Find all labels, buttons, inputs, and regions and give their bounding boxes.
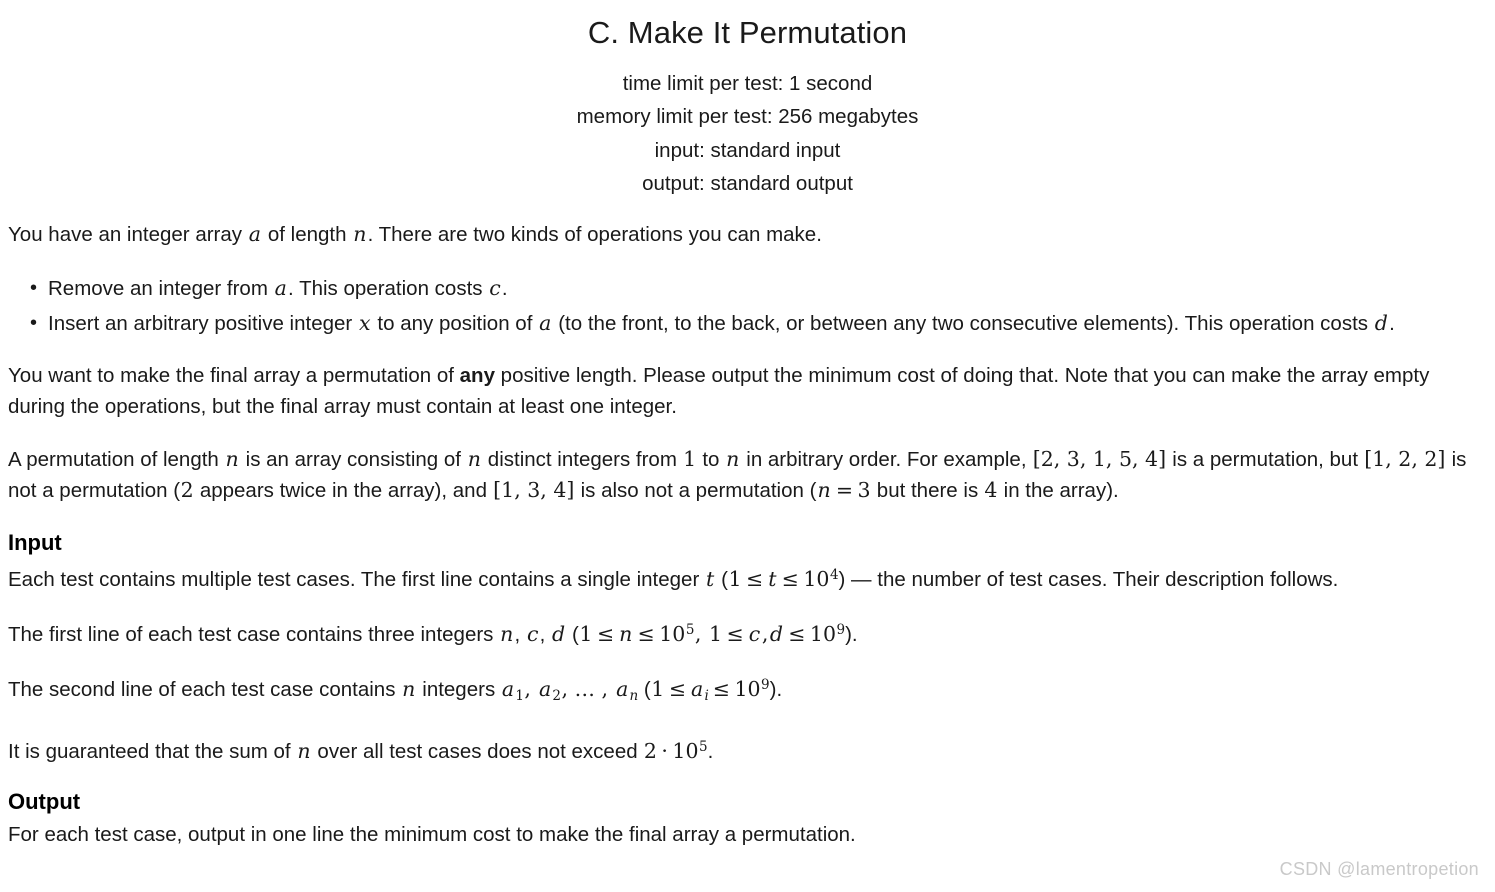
math-num-1: 1 bbox=[708, 621, 722, 646]
def-text-2: is an array consisting of bbox=[239, 447, 467, 471]
math-array-example-3: [1, 3, 4] bbox=[493, 477, 575, 502]
goal-text-1: You want to make the final array a permutation of bbox=[8, 363, 460, 387]
math-num-1: 1 bbox=[579, 621, 593, 646]
intro-text-1: You have an integer array bbox=[8, 222, 248, 246]
output-line-1: For each test case, output in one line the minimum cost to make the final array a permutation. bbox=[8, 822, 856, 846]
list-item bbox=[48, 307, 1487, 340]
in4-text-1: It is guaranteed that the sum of bbox=[8, 739, 297, 763]
math-num-1: 1 bbox=[728, 566, 742, 591]
in2-text-3: ). bbox=[845, 622, 858, 646]
math-le-sign: ≤ bbox=[726, 621, 744, 646]
math-var-n: n bbox=[402, 676, 416, 701]
goal-emphasis-any: any bbox=[459, 363, 495, 387]
math-var-c: c bbox=[489, 275, 501, 300]
def-text-1: A permutation of length bbox=[8, 447, 225, 471]
math-exponent: 9 bbox=[836, 621, 846, 638]
math-var-d: d bbox=[769, 621, 784, 646]
math-subscript: 1 bbox=[515, 687, 524, 704]
intro-text-2: of length bbox=[262, 222, 353, 246]
problem-statement bbox=[8, 219, 1487, 850]
math-subscript: n bbox=[629, 687, 639, 704]
input-line-2 bbox=[8, 615, 1487, 650]
def-text-9: is also not a permutation ( bbox=[574, 478, 817, 502]
def-text-5: in arbitrary order. For example, bbox=[740, 447, 1033, 471]
math-exponent: 9 bbox=[761, 676, 770, 693]
statement-goal bbox=[8, 360, 1487, 422]
memory-limit: memory limit per test: 256 megabytes bbox=[576, 105, 919, 129]
in2-comma-2: , bbox=[539, 622, 552, 646]
bullet2-text-1: Insert an arbitrary positive integer bbox=[48, 311, 358, 335]
math-var-d: d bbox=[1374, 310, 1389, 335]
in3-text-1: The second line of each test case contains bbox=[8, 677, 402, 701]
math-var-n: n bbox=[297, 738, 311, 763]
math-cdot: · bbox=[661, 738, 668, 763]
in4-text-3: . bbox=[707, 739, 714, 763]
math-var-n: n bbox=[353, 221, 367, 246]
math-var-d: d bbox=[552, 621, 566, 646]
math-exponent: 5 bbox=[699, 738, 708, 755]
math-le-sign: ≤ bbox=[788, 621, 806, 646]
math-equals-sign: = bbox=[835, 477, 854, 502]
operations-list bbox=[8, 272, 1487, 340]
math-var-t: t bbox=[768, 566, 777, 591]
csdn-watermark: CSDN @lamentropetion bbox=[1279, 859, 1479, 879]
in4-text-2: over all test cases does not exceed bbox=[311, 739, 644, 763]
math-array-example-1: [2, 3, 1, 5, 4] bbox=[1032, 446, 1167, 471]
in1-text-2: ( bbox=[715, 567, 728, 591]
math-var-a: a bbox=[248, 221, 262, 246]
math-separator: , bbox=[694, 621, 708, 646]
in3-text-4: ). bbox=[769, 677, 783, 701]
input-line-4 bbox=[8, 732, 1487, 767]
def-text-7: is not a permutation ( bbox=[8, 447, 1467, 502]
output-section bbox=[8, 787, 1487, 850]
math-var-x: x bbox=[358, 310, 371, 335]
math-le-sign: ≤ bbox=[637, 621, 655, 646]
math-base-10: 10 bbox=[803, 566, 830, 591]
math-var-n: n bbox=[467, 446, 482, 471]
goal-text-2: positive length. Please output the minimum cost of doing that. Note that you can make the array empty during the operations, but the final array must contain at least one integer. bbox=[8, 363, 1430, 418]
math-separator: , bbox=[524, 676, 538, 701]
in2-comma-1: , bbox=[514, 622, 526, 646]
input-line-1 bbox=[8, 560, 1487, 595]
math-base-10: 10 bbox=[809, 621, 837, 646]
math-var-n: n bbox=[619, 621, 633, 646]
math-base-10: 10 bbox=[672, 738, 699, 763]
input-line-3 bbox=[8, 670, 1487, 712]
intro-text-3: . There are two kinds of operations you can make. bbox=[367, 222, 822, 246]
math-base-10: 10 bbox=[734, 676, 761, 701]
math-var-a: a bbox=[616, 676, 629, 701]
bullet1-text-3: . bbox=[501, 276, 508, 300]
math-num-2: 2 bbox=[180, 477, 194, 502]
math-num-2: 2 bbox=[643, 738, 657, 763]
in2-text-2: ( bbox=[566, 622, 579, 646]
bullet2-text-2: to any position of bbox=[371, 311, 539, 335]
in3-text-2: integers bbox=[416, 677, 501, 701]
math-var-n: n bbox=[817, 477, 831, 502]
math-num-4: 4 bbox=[984, 477, 998, 502]
input-heading: Input bbox=[8, 529, 62, 555]
math-array-example-2: [1, 2, 2] bbox=[1364, 446, 1446, 471]
math-le-sign: ≤ bbox=[712, 676, 730, 701]
math-ellipsis: , … , bbox=[561, 676, 615, 701]
output-source: output: standard output bbox=[642, 172, 853, 196]
math-var-c: c bbox=[748, 621, 761, 646]
math-var-a: a bbox=[274, 275, 288, 300]
def-text-3: distinct integers from bbox=[482, 447, 683, 471]
math-var-n: n bbox=[500, 621, 514, 646]
math-le-sign: ≤ bbox=[668, 676, 686, 701]
in3-text-3: ( bbox=[638, 677, 651, 701]
math-subscript: 2 bbox=[552, 687, 561, 704]
input-source: input: standard input bbox=[654, 138, 841, 162]
math-var-a: a bbox=[691, 676, 704, 701]
bullet1-text-2: . This operation costs bbox=[288, 276, 489, 300]
math-comma: , bbox=[761, 621, 769, 646]
def-text-11: in the array). bbox=[997, 478, 1119, 502]
math-le-sign: ≤ bbox=[781, 566, 799, 591]
math-base-10: 10 bbox=[659, 621, 686, 646]
def-text-10: but there is bbox=[871, 478, 984, 502]
math-var-a: a bbox=[538, 676, 552, 701]
math-var-a: a bbox=[501, 676, 515, 701]
bullet2-text-4: . bbox=[1389, 311, 1395, 335]
math-var-n: n bbox=[225, 446, 239, 471]
in1-text-1: Each test contains multiple test cases. The first line contains a single integer bbox=[8, 567, 705, 591]
def-text-8: appears twice in the array), and bbox=[194, 478, 493, 502]
math-num-3: 3 bbox=[857, 477, 871, 502]
math-var-t: t bbox=[705, 566, 715, 591]
math-le-sign: ≤ bbox=[596, 621, 615, 646]
math-var-c: c bbox=[526, 621, 539, 646]
def-text-4: to bbox=[696, 447, 726, 471]
list-item bbox=[48, 272, 1487, 305]
math-num-1: 1 bbox=[651, 676, 665, 701]
page-title: C. Make It Permutation bbox=[587, 15, 908, 50]
input-section bbox=[8, 528, 1487, 767]
bullet2-text-3: (to the front, to the back, or between any two consecutive elements). This operation costs bbox=[552, 311, 1374, 335]
math-exponent: 5 bbox=[685, 621, 695, 638]
math-exponent: 4 bbox=[829, 566, 839, 583]
in2-text-1: The first line of each test case contains three integers bbox=[8, 622, 500, 646]
math-num-1: 1 bbox=[683, 446, 697, 471]
statement-permutation-definition bbox=[8, 444, 1487, 506]
statement-intro bbox=[8, 219, 1487, 250]
math-subscript: i bbox=[704, 687, 709, 704]
math-var-a: a bbox=[539, 310, 552, 335]
output-heading: Output bbox=[8, 788, 81, 814]
bullet1-text-1: Remove an integer from bbox=[48, 276, 274, 300]
math-var-n: n bbox=[726, 446, 740, 471]
math-le-sign: ≤ bbox=[746, 566, 764, 591]
def-text-6: is a permutation, but bbox=[1166, 447, 1364, 471]
time-limit: time limit per test: 1 second bbox=[622, 71, 873, 95]
problem-header bbox=[8, 0, 1487, 201]
in1-text-3: ) — the number of test cases. Their description follows. bbox=[838, 567, 1339, 591]
